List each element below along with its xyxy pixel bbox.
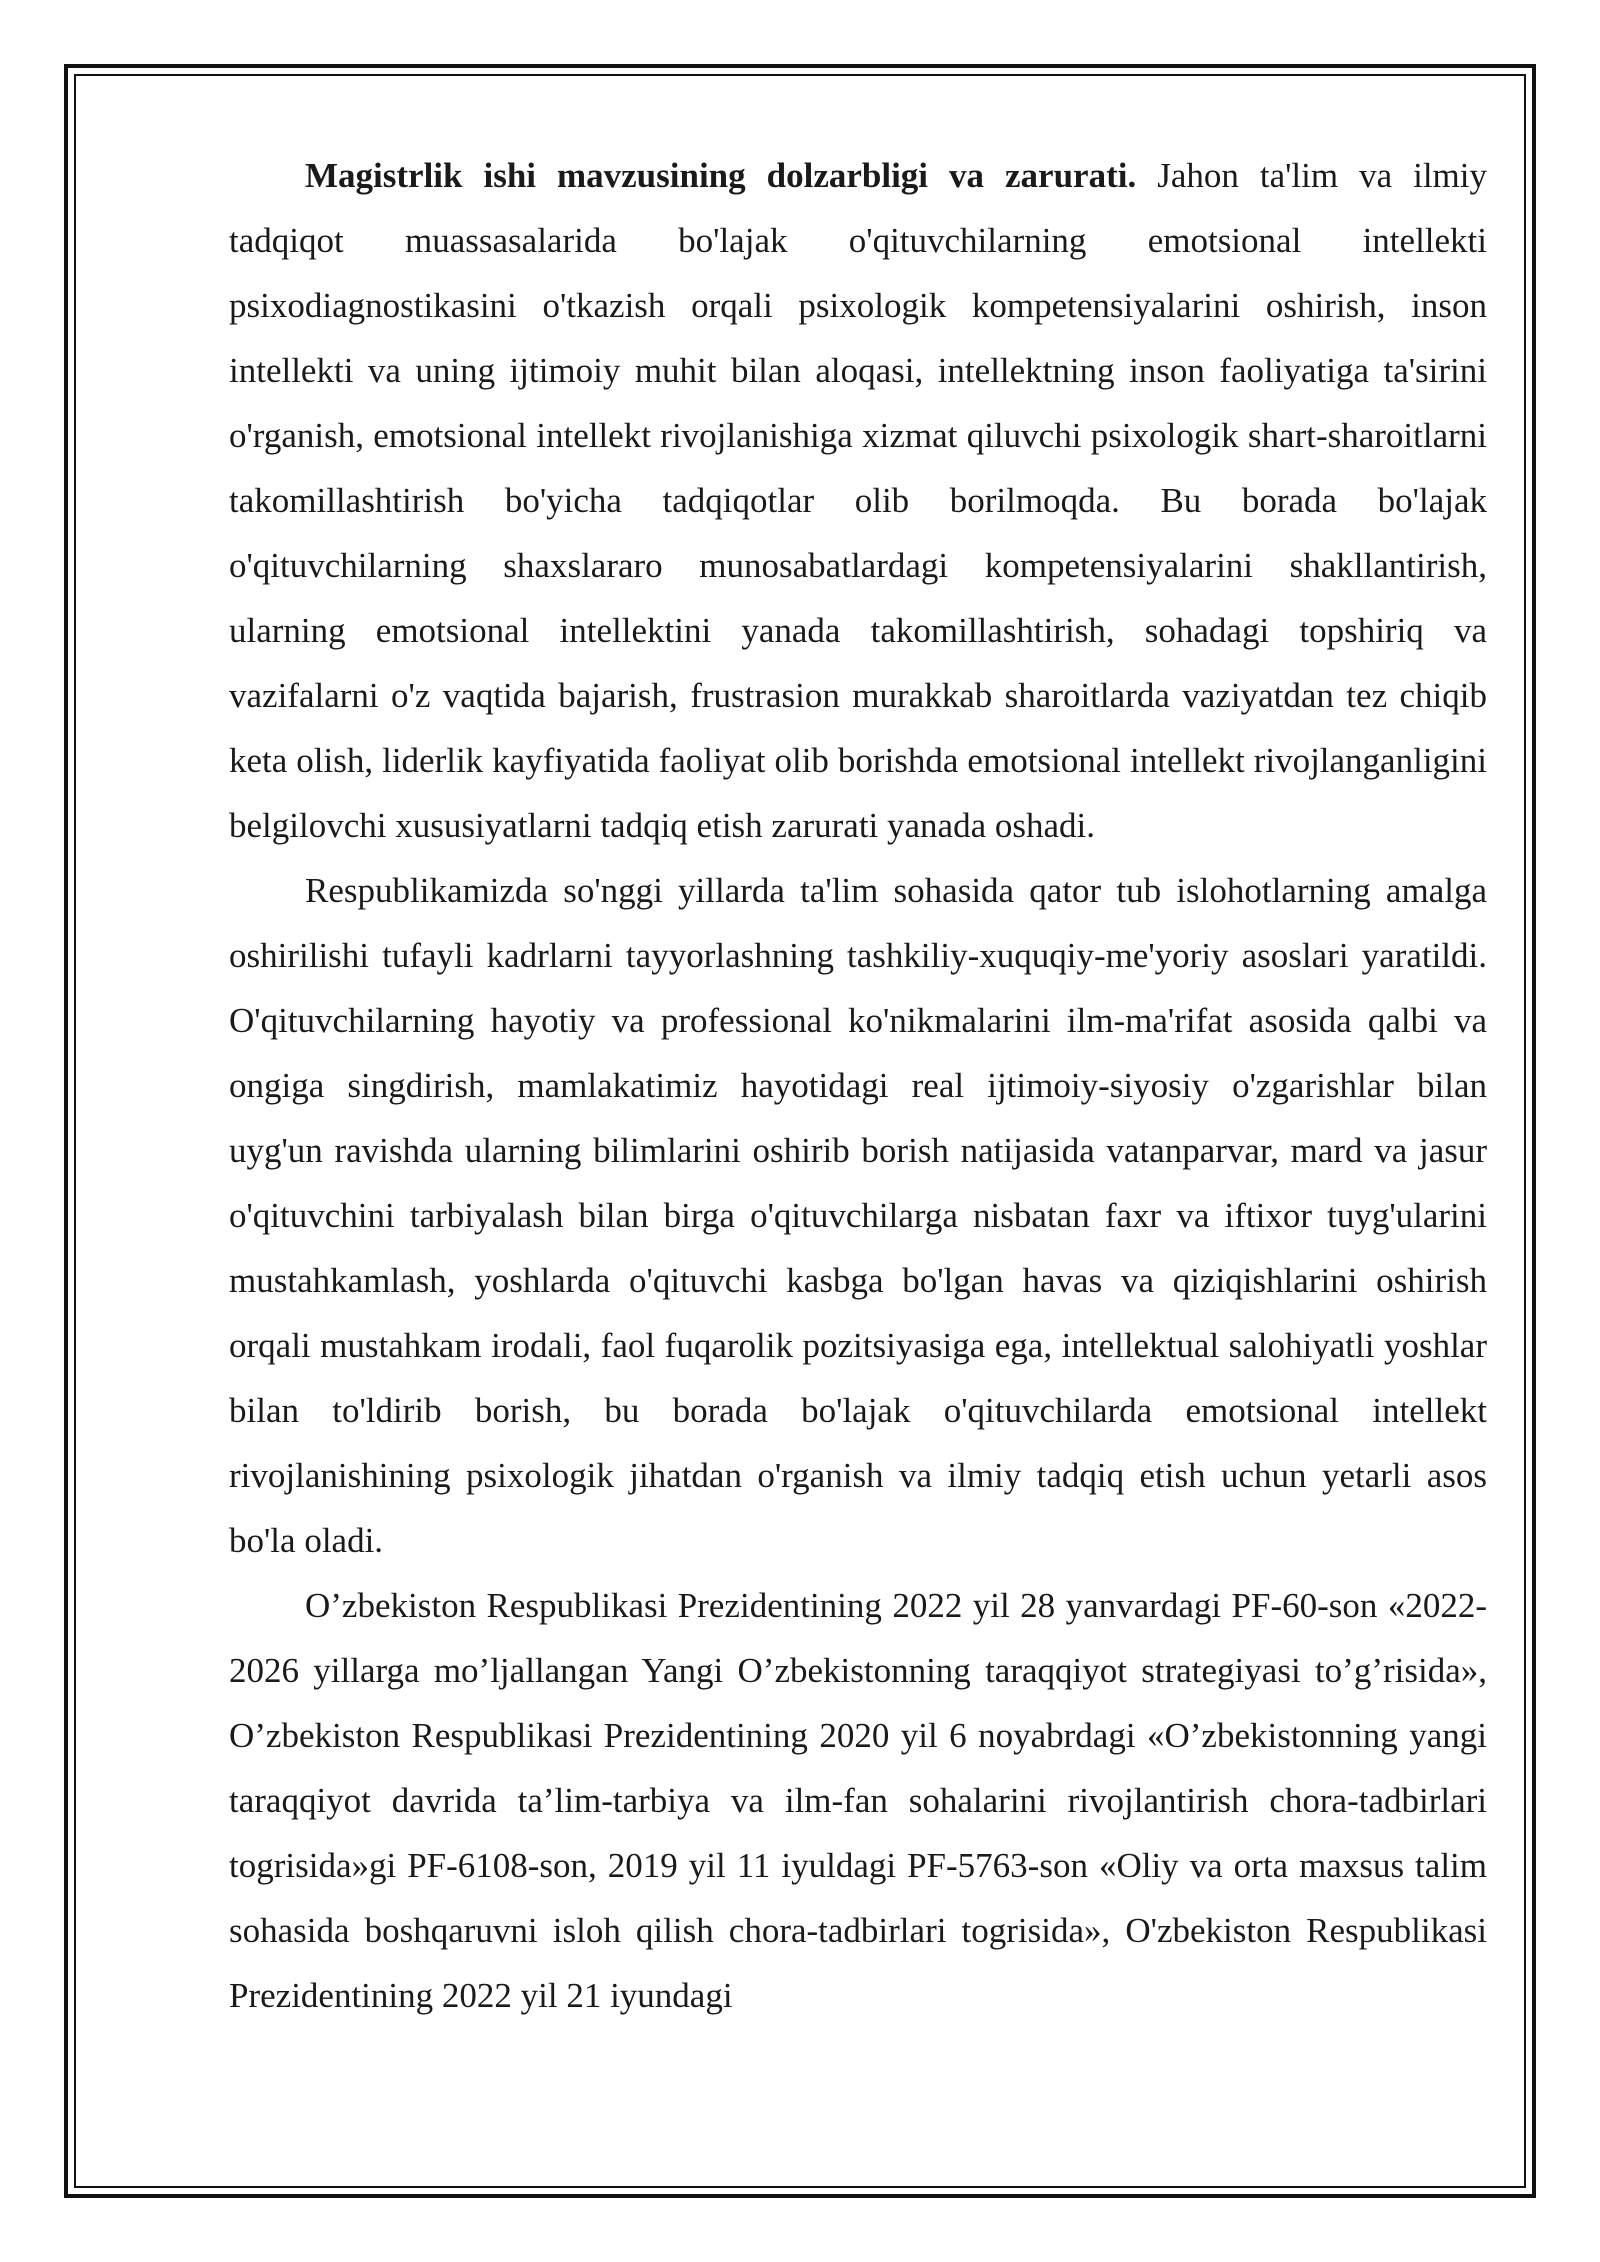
paragraph-relevance: [229, 143, 1487, 858]
paragraph-text: O’zbekiston Respublikasi Prezidentining 2022 yil 28 yanvardagi PF-60-son «2022-2026 yillarga mo’ljallangan Yangi O’zbekistonning taraqqiyot strategiyasi to’g’risida», O’zbekiston Respublikasi Prezidentining 2020 yil 6 noyabrdagi «O’zbekistonning yangi taraqqiyot davrida ta’lim-tarbiya va ilm-fan sohalarini rivojlantirish chora-tadbirlari togrisida»gi PF-6108-son, 2019 yil 11 iyuldagi PF-5763-son «Oliy va orta maxsus talim sohasida boshqaruvni isloh qilish chora-tadbirlari togrisida», O'zbekiston Respublikasi Prezidentining 2022 yil 21 iyundagi: [229, 1586, 1487, 2015]
document-body: [229, 143, 1487, 2028]
paragraph-republic-reforms: [229, 858, 1487, 1573]
paragraph-text: Respublikamizda so'nggi yillarda ta'lim sohasida qator tub islohotlarning amalga oshirilishi tufayli kadrlarni tayyorlashning tashkiliy-xuquqiy-me'yoriy asoslari yaratildi. O'qituvchilarning hayotiy va professional ko'nikmalarini ilm-ma'rifat asosida qalbi va ongiga singdirish, mamlakatimiz hayotidagi real ijtimoiy-siyosiy o'zgarishlar bilan uyg'un ravishda ularning bilimlarini oshirib borish natijasida vatanparvar, mard va jasur o'qituvchini tarbiyalash bilan birga o'qituvchilarga nisbatan faxr va iftixor tuyg'ularini mustahkamlash, yoshlarda o'qituvchi kasbga bo'lgan havas va qiziqishlarini oshirish orqali mustahkam irodali, faol fuqarolik pozitsiyasiga ega, intellektual salohiyatli yoshlar bilan to'ldirib borish, bu borada bo'lajak o'qituvchilarda emotsional intellekt rivojlanishining psixologik jihatdan o'rganish va ilmiy tadqiq etish uchun yetarli asos bo'la oladi.: [229, 871, 1487, 1560]
paragraph-presidential-decrees: [229, 1573, 1487, 2028]
paragraph-text: Jahon ta'lim va ilmiy tadqiqot muassasalarida bo'lajak o'qituvchilarning emotsional intellekti psixodiagnostikasini o'tkazish orqali psixologik kompetensiyalarini oshirish, inson intellekti va uning ijtimoiy muhit bilan aloqasi, intellektning inson faoliyatiga ta'sirini o'rganish, emotsional intellekt rivojlanishiga xizmat qiluvchi psixologik shart-sharoitlarni takomillashtirish bo'yicha tadqiqotlar olib borilmoqda. Bu borada bo'lajak o'qituvchilarning shaxslararo munosabatlardagi kompetensiyalarini shakllantirish, ularning emotsional intellektini yanada takomillashtirish, sohadagi topshiriq va vazifalarni o'z vaqtida bajarish, frustrasion murakkab sharoitlarda vaziyatdan tez chiqib keta olish, liderlik kayfiyatida faoliyat olib borishda emotsional intellekt rivojlanganligini belgilovchi xususiyatlarni tadqiq etish zarurati yanada oshadi.: [229, 156, 1487, 845]
paragraph-lead-heading: Magistrlik ishi mavzusining dolzarbligi va zarurati.: [305, 156, 1137, 195]
